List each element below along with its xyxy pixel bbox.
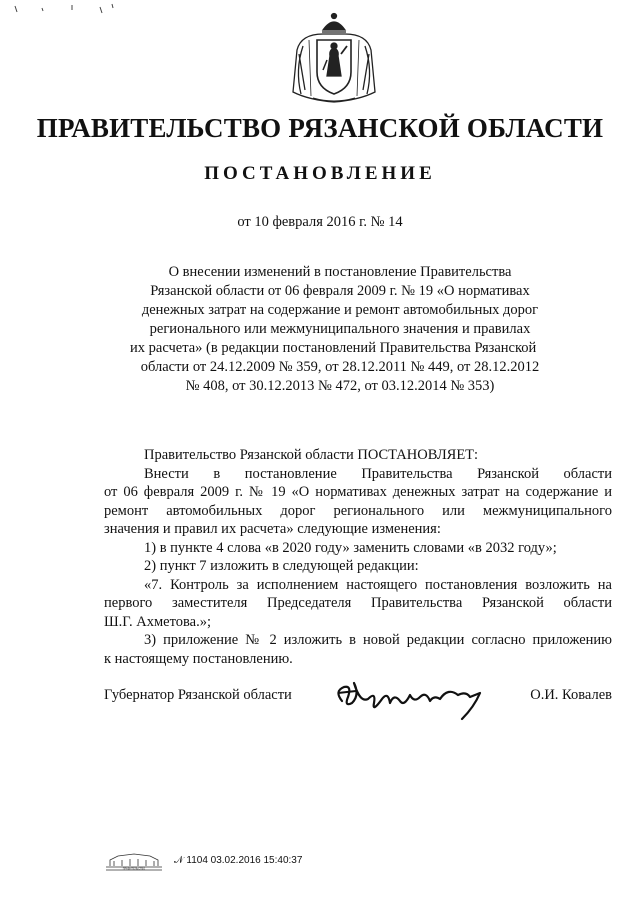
scan-artifact-marks xyxy=(12,2,122,16)
subject-line: денежных затрат на содержание и ремонт автомобильных дорог xyxy=(141,302,539,318)
body-line: Ш.Г. Ахметова.»; xyxy=(104,613,211,630)
registration-footer xyxy=(104,852,424,872)
body-line: 1) в пункте 4 слова «в 2020 году» заменить словами «в 2032 году»; xyxy=(144,539,557,556)
body-line: от 06 февраля 2009 г. № 19 «О нормативах денежных затрат на содержание и xyxy=(104,484,612,500)
handwritten-signature xyxy=(330,673,500,723)
subject-line: области от 24.12.2009 № 359, от 28.12.2011 № 449, от 28.12.2012 xyxy=(140,359,540,375)
registration-stamp xyxy=(174,855,302,866)
document-subject xyxy=(130,263,550,396)
subject-line: регионального или межмуниципального значения и правилах xyxy=(149,321,531,337)
body-line: значения и правил их расчета» следующие изменения: xyxy=(104,521,441,537)
body-line: 3) приложение № 2 изложить в новой редакции согласно приложению xyxy=(144,632,612,648)
subject-line: Рязанской области от 06 февраля 2009 г. № 19 «О нормативах xyxy=(150,283,530,299)
government-building-logo xyxy=(104,852,164,872)
registration-number: 1104 03.02.2016 15:40:37 xyxy=(186,855,303,866)
document-body xyxy=(104,446,612,668)
body-line: 2) пункт 7 изложить в следующей редакции: xyxy=(144,558,419,574)
body-line: Внести в постановление Правительства Рязанской области xyxy=(144,465,612,482)
signer-name: О.И. Ковалев xyxy=(530,687,612,703)
subject-line: О внесении изменений в постановление Правительства xyxy=(168,264,512,280)
body-line: ремонт автомобильных дорог регионального или межмуниципального xyxy=(104,502,612,519)
body-line: первого заместителя Председателя Правительства Рязанской области xyxy=(104,595,612,611)
logo-caption: ПРАВИТЕЛЬСТВО xyxy=(122,867,146,871)
signature-block xyxy=(104,683,612,723)
body-line: к настоящему постановлению. xyxy=(104,650,293,667)
coat-of-arms-emblem xyxy=(289,10,379,106)
government-title: ПРАВИТЕЛЬСТВО РЯЗАНСКОЙ ОБЛАСТИ xyxy=(36,113,604,143)
body-line: Правительство Рязанской области ПОСТАНОВЛЯЕТ: xyxy=(144,447,479,463)
registration-icon: 𝒩 xyxy=(174,855,184,866)
subject-line: их расчета» (в редакции постановлений Правительства Рязанской xyxy=(130,340,537,356)
document-date-number: от 10 февраля 2016 г. № 14 xyxy=(237,214,403,230)
document-type-heading: ПОСТАНОВЛЕНИЕ xyxy=(204,163,436,184)
subject-line: № 408, от 30.12.2013 № 472, от 03.12.2014 № 353) xyxy=(185,378,495,394)
signer-position: Губернатор Рязанской области xyxy=(104,687,292,703)
body-line: «7. Контроль за исполнением настоящего постановления возложить на xyxy=(144,576,612,593)
